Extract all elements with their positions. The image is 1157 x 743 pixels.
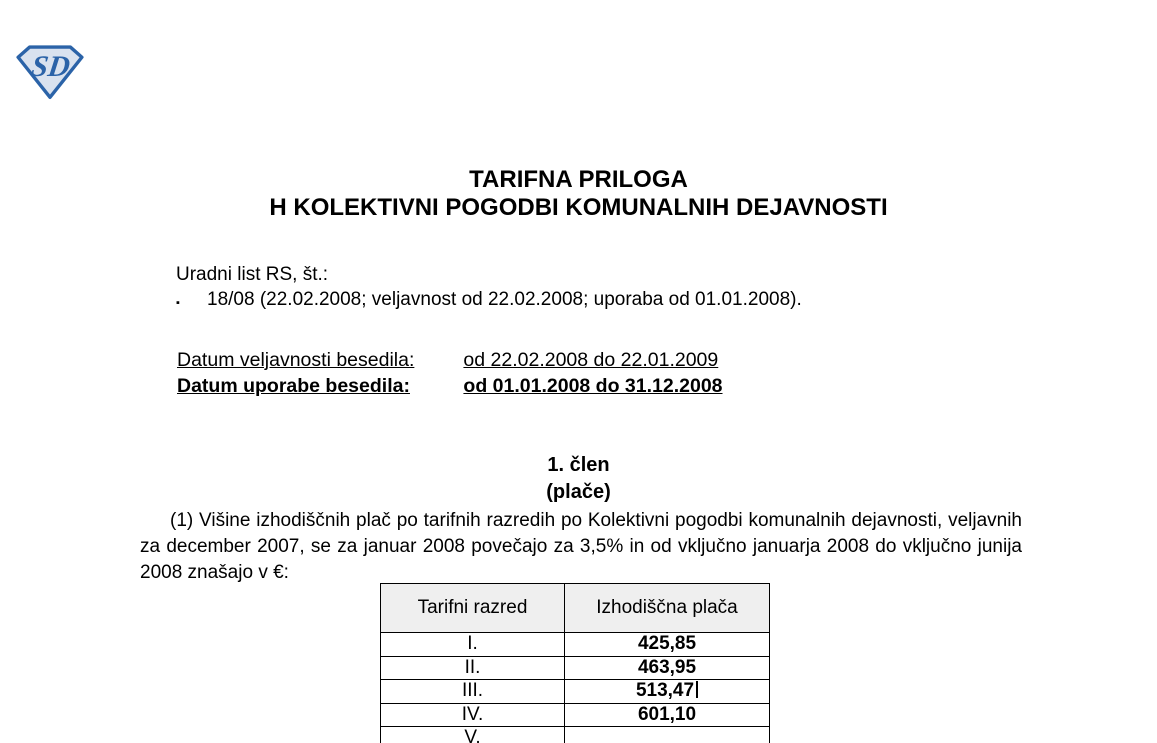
validity-row [177,348,1157,374]
table-row [381,633,770,657]
usage-value: od 01.01.2008 do 31.12.2008 [463,374,723,397]
salary-table [380,583,770,743]
title-line-1: TARIFNA PRILOGA [469,166,688,193]
validity-value: od 22.02.2008 do 22.01.2009 [463,349,719,371]
cell-placa-text: 513,47 [635,680,695,702]
gazette-heading: Uradni list RS, št.: [176,264,329,285]
validity-label: Datum veljavnosti besedila: [177,349,415,371]
article-paragraph: (1) Višine izhodiščnih plač po tarifnih razredih po Kolektivni pogodbi komunalnih dejavnosti, veljavnih za december 2007, se za januar 2008 povečajo za 3,5% in od vključno januarja 2008 do vključno junija 2008 znašajo v €: [140,510,1022,583]
cell-placa [565,727,770,743]
title-line-2: H KOLEKTIVNI POGODBI KOMUNALNIH DEJAVNOSTI [269,194,888,221]
validity-dates-block [177,348,1157,399]
article-subtitle: (plače) [546,481,611,503]
sd-logo-letters: SD [29,50,73,84]
col-header-izhodiscna-placa: Izhodiščna plača [565,584,770,633]
cell-razred: V. [381,727,565,743]
table-row [381,703,770,727]
article-heading-block [0,452,1157,506]
table-row-clipped [381,727,770,743]
cell-placa [565,680,770,704]
usage-row [177,374,1157,400]
text-cursor [696,681,698,698]
table-row [381,656,770,680]
col-header-tarifni-razred: Tarifni razred [381,584,565,633]
cell-razred: III. [381,680,565,704]
article-number: 1. člen [547,454,610,476]
cell-placa: 425,85 [565,633,770,657]
square-bullet-icon: ▪ [176,297,180,309]
cell-razred: II. [381,656,565,680]
cell-razred: IV. [381,703,565,727]
gazette-item-text: 18/08 (22.02.2008; veljavnost od 22.02.2008; uporaba od 01.01.2008). [207,289,802,310]
table-header-row [381,584,770,633]
document-title [0,0,1157,222]
cell-razred: I. [381,633,565,657]
usage-label: Datum uporabe besedila: [177,374,410,397]
gazette-list-item [176,287,1157,316]
cell-placa: 463,95 [565,656,770,680]
official-gazette-block [176,262,1157,316]
table-row [381,680,770,704]
sd-logo [16,43,84,100]
cell-placa: 601,10 [565,703,770,727]
